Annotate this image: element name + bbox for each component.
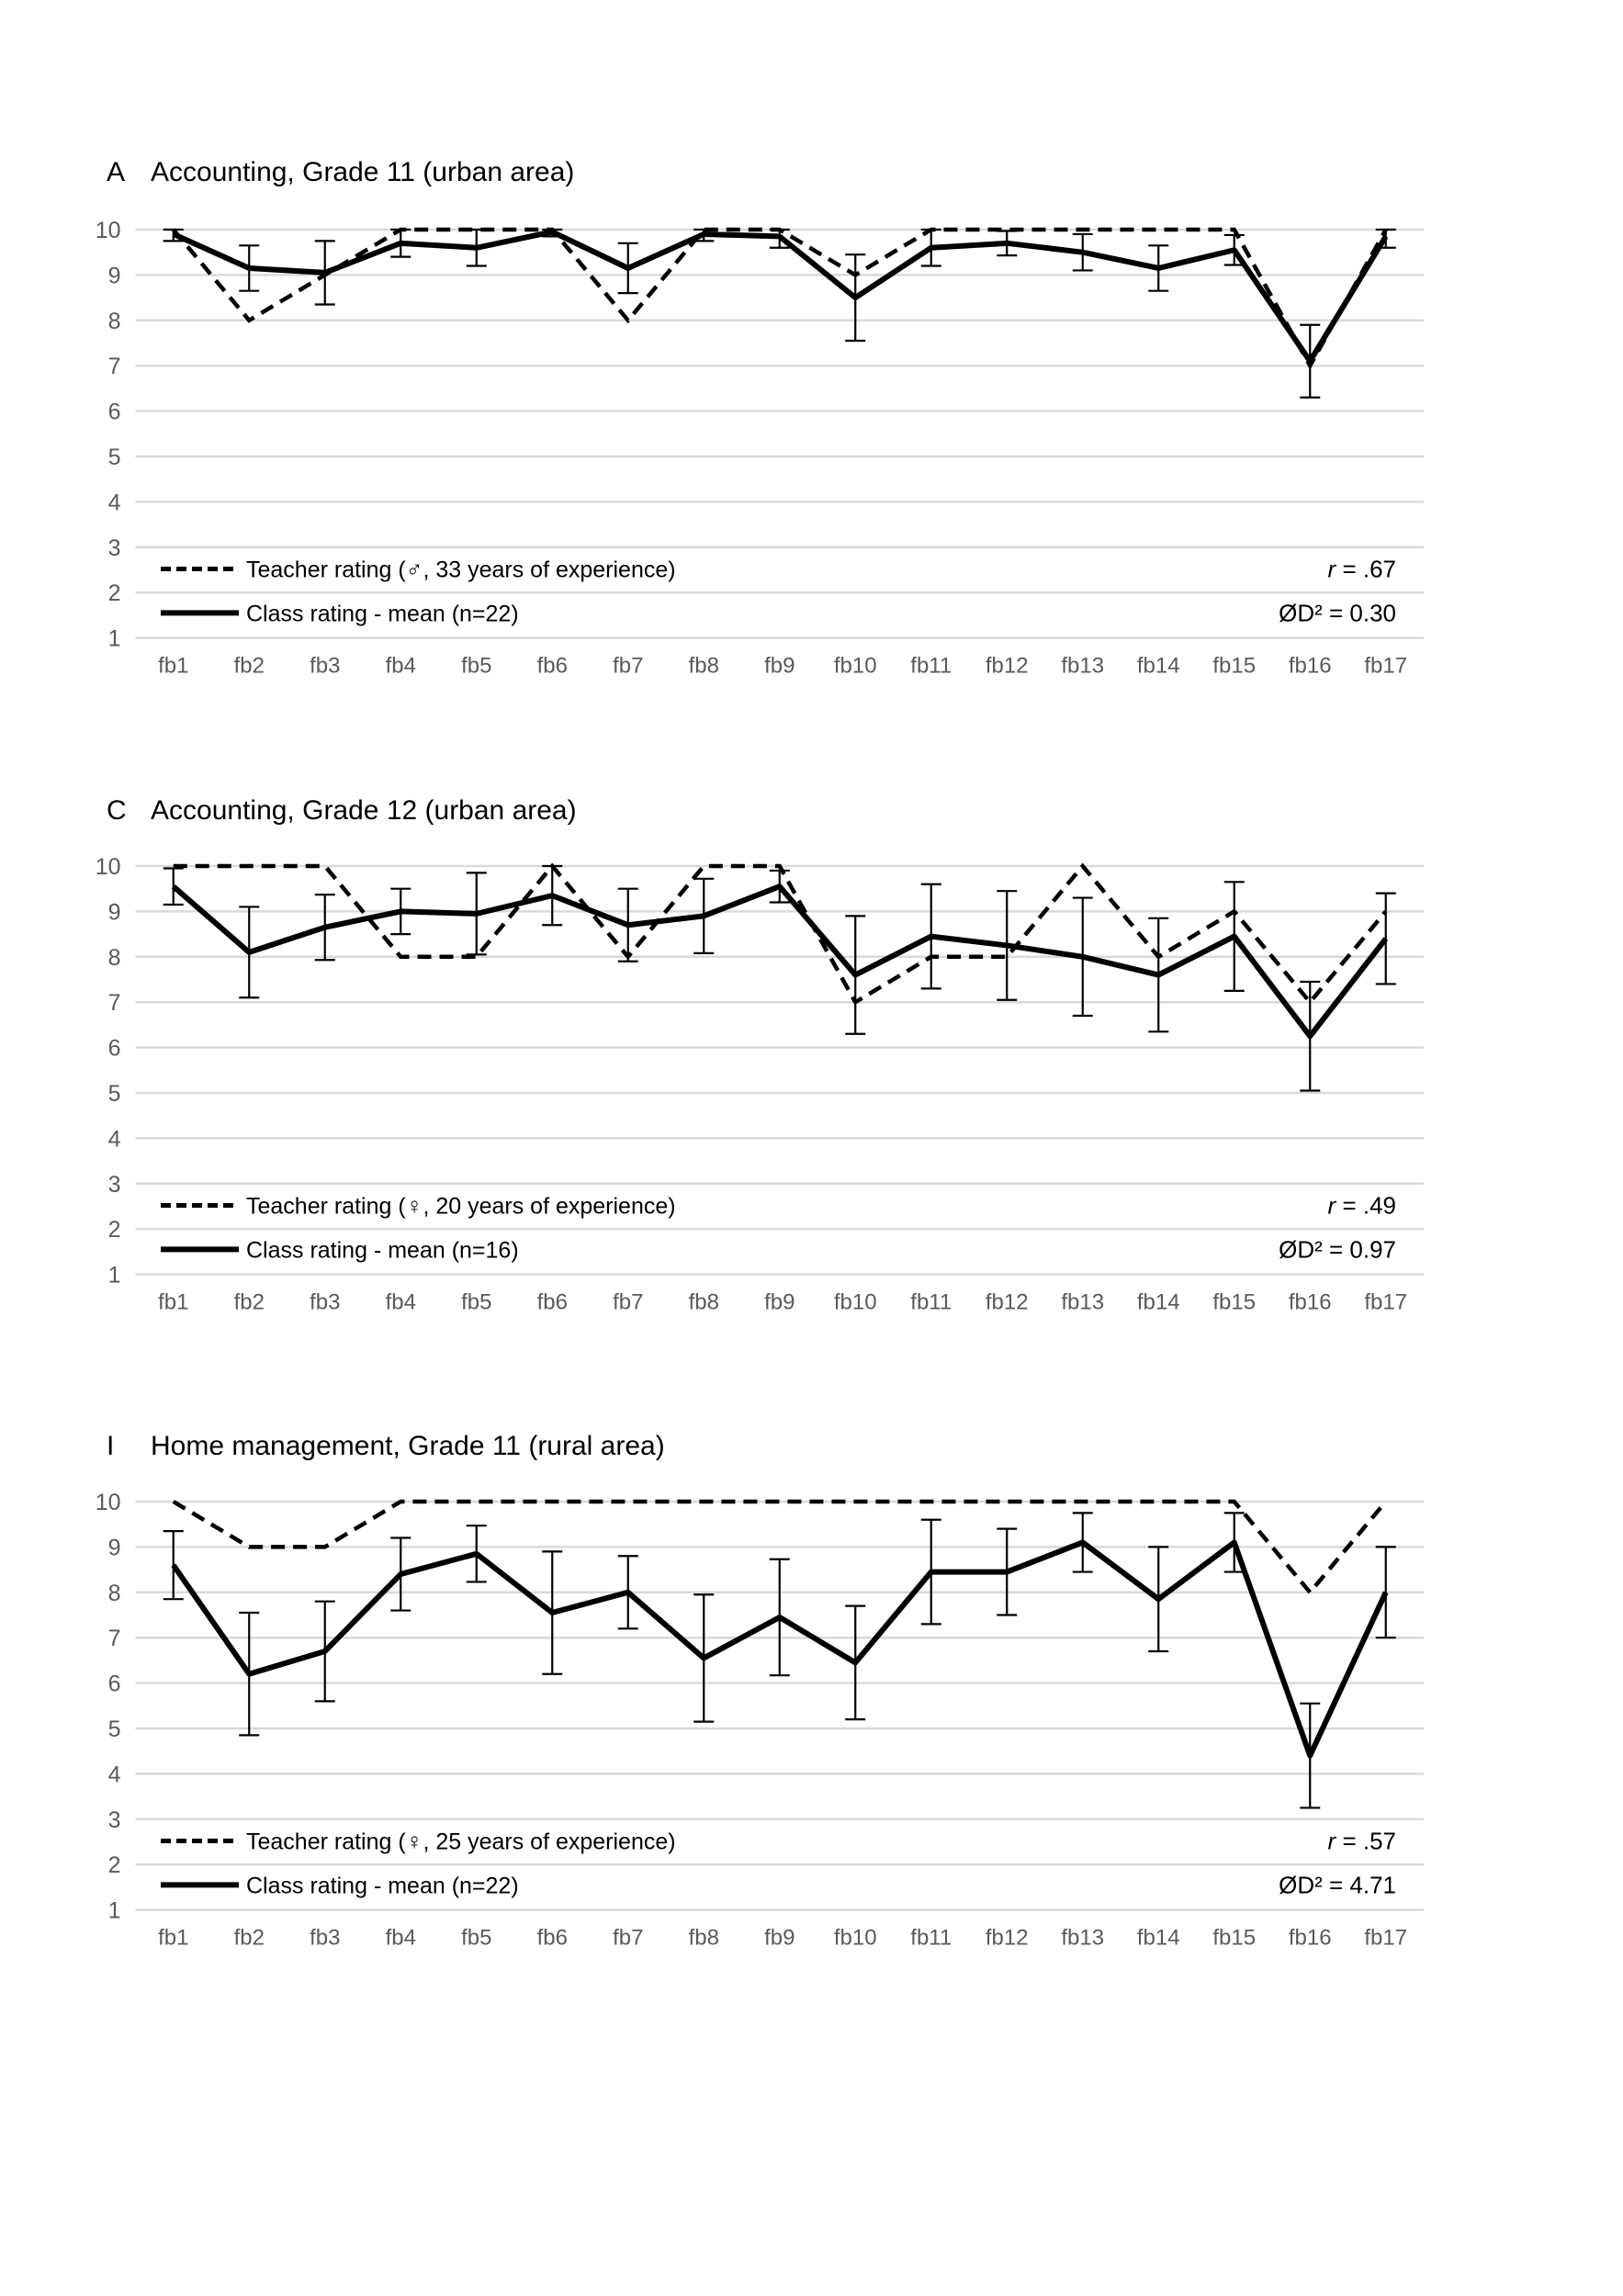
- y-axis-tick-label: 6: [107, 1671, 121, 1697]
- chart-title: Accounting, Grade 12 (urban area): [151, 795, 577, 826]
- x-axis-tick-label: fb10: [833, 653, 877, 679]
- x-axis-tick-label: fb10: [833, 1925, 877, 1951]
- x-axis-tick-label: fb3: [310, 1925, 341, 1951]
- line-chart-i: [73, 1446, 1543, 1965]
- x-axis-tick-label: fb11: [910, 653, 952, 679]
- x-axis-tick-label: fb5: [461, 653, 492, 679]
- y-axis-tick-label: 5: [107, 1716, 121, 1742]
- line-chart-a: [73, 174, 1543, 693]
- y-axis-tick-label: 9: [107, 899, 121, 926]
- y-axis-tick-label: 4: [107, 490, 121, 516]
- y-axis-tick-label: 2: [107, 1852, 121, 1879]
- y-axis-tick-label: 5: [107, 445, 121, 470]
- y-axis-tick-label: 8: [107, 308, 121, 334]
- y-axis-tick-label: 8: [107, 944, 121, 971]
- x-axis-tick-label: fb13: [1061, 653, 1105, 679]
- y-axis-tick-label: 10: [95, 218, 121, 243]
- x-axis-tick-label: fb6: [536, 653, 568, 679]
- x-axis-tick-label: fb2: [233, 1289, 265, 1315]
- y-axis-tick-label: 7: [107, 354, 121, 380]
- stat-correlation: r = .67: [1327, 555, 1396, 583]
- stat-mean-squared-difference: ØD² = 0.30: [1279, 599, 1396, 627]
- x-axis-tick-label: fb7: [613, 1289, 644, 1315]
- y-axis-tick-label: 3: [107, 535, 121, 561]
- class-rating-line: [174, 886, 1386, 1036]
- x-axis-tick-label: fb13: [1061, 1289, 1105, 1315]
- y-axis-tick-label: 3: [107, 1806, 121, 1833]
- x-axis-tick-label: fb12: [985, 1289, 1029, 1315]
- x-axis-tick-label: fb8: [688, 653, 719, 679]
- legend-class-label: Class rating - mean (n=22): [246, 1873, 519, 1899]
- x-axis-tick-label: fb15: [1212, 1925, 1257, 1951]
- stat-mean-squared-difference: ØD² = 0.97: [1279, 1235, 1396, 1264]
- x-axis-tick-label: fb12: [985, 1925, 1029, 1951]
- chart-header: [107, 793, 577, 829]
- x-axis-tick-label: fb2: [233, 1925, 265, 1951]
- class-rating-line: [174, 231, 1386, 361]
- x-axis-tick-label: fb11: [910, 1925, 952, 1951]
- chart-title: Accounting, Grade 11 (urban area): [151, 157, 575, 187]
- y-axis-tick-label: 8: [107, 1580, 121, 1606]
- chart-header: [107, 154, 574, 191]
- stat-mean-squared-difference: ØD² = 4.71: [1279, 1871, 1396, 1899]
- chart-title: Home management, Grade 11 (rural area): [151, 1431, 665, 1461]
- y-axis-tick-label: 6: [107, 1035, 121, 1062]
- x-axis-tick-label: fb15: [1212, 1289, 1257, 1315]
- y-axis-tick-label: 4: [107, 1126, 121, 1153]
- x-axis-tick-label: fb11: [910, 1289, 952, 1315]
- x-axis-tick-label: fb16: [1288, 653, 1332, 679]
- y-axis-tick-label: 1: [107, 625, 121, 652]
- x-axis-tick-label: fb9: [764, 653, 795, 679]
- legend-class-label: Class rating - mean (n=22): [246, 601, 519, 627]
- x-axis-tick-label: fb4: [385, 653, 416, 679]
- y-axis-tick-label: 9: [107, 263, 121, 289]
- x-axis-tick-label: fb14: [1136, 1289, 1180, 1315]
- x-axis-tick-label: fb6: [536, 1925, 568, 1951]
- x-axis-tick-label: fb7: [613, 653, 644, 679]
- chart-header: [107, 1428, 665, 1465]
- x-axis-tick-label: fb14: [1136, 1925, 1180, 1951]
- x-axis-tick-label: fb10: [833, 1289, 877, 1315]
- panel-label: I: [107, 1431, 115, 1461]
- x-axis-tick-label: fb9: [764, 1289, 795, 1315]
- x-axis-tick-label: fb7: [613, 1925, 644, 1951]
- y-axis-tick-label: 4: [107, 1761, 121, 1788]
- x-axis-tick-label: fb16: [1288, 1289, 1332, 1315]
- y-axis-tick-label: 9: [107, 1535, 121, 1561]
- x-axis-tick-label: fb5: [461, 1289, 492, 1315]
- x-axis-tick-label: fb14: [1136, 653, 1180, 679]
- y-axis-tick-label: 7: [107, 990, 121, 1017]
- stat-correlation: r = .49: [1327, 1191, 1396, 1220]
- x-axis-tick-label: fb4: [385, 1289, 416, 1315]
- panel-label: C: [107, 795, 127, 826]
- y-axis-tick-label: 5: [107, 1081, 121, 1107]
- x-axis-tick-label: fb13: [1061, 1925, 1105, 1951]
- legend-teacher-label: Teacher rating (♀, 20 years of experience): [246, 1193, 676, 1220]
- x-axis-tick-label: fb4: [385, 1925, 416, 1951]
- y-axis-tick-label: 10: [95, 854, 121, 880]
- x-axis-tick-label: fb6: [536, 1289, 568, 1315]
- panel-label: A: [107, 157, 126, 187]
- y-axis-tick-label: 2: [107, 1217, 121, 1244]
- x-axis-tick-label: fb8: [688, 1925, 719, 1951]
- y-axis-tick-label: 1: [107, 1262, 121, 1289]
- y-axis-tick-label: 1: [107, 1897, 121, 1924]
- x-axis-tick-label: fb15: [1212, 653, 1257, 679]
- y-axis-tick-label: 3: [107, 1171, 121, 1198]
- y-axis-tick-label: 2: [107, 580, 121, 607]
- x-axis-tick-label: fb17: [1364, 1289, 1408, 1315]
- x-axis-tick-label: fb1: [158, 653, 189, 679]
- x-axis-tick-label: fb2: [233, 653, 265, 679]
- x-axis-tick-label: fb1: [158, 1925, 189, 1951]
- x-axis-tick-label: fb5: [461, 1925, 492, 1951]
- x-axis-tick-label: fb3: [310, 1289, 341, 1315]
- line-chart-c: [73, 811, 1543, 1330]
- stat-correlation: r = .57: [1327, 1827, 1396, 1855]
- y-axis-tick-label: 10: [95, 1490, 121, 1515]
- x-axis-tick-label: fb17: [1364, 1925, 1408, 1951]
- x-axis-tick-label: fb12: [985, 653, 1029, 679]
- x-axis-tick-label: fb3: [310, 653, 341, 679]
- legend-teacher-label: Teacher rating (♂, 33 years of experience): [246, 557, 676, 583]
- legend-class-label: Class rating - mean (n=16): [246, 1237, 519, 1264]
- y-axis-tick-label: 6: [107, 399, 121, 425]
- x-axis-tick-label: fb8: [688, 1289, 719, 1315]
- x-axis-tick-label: fb9: [764, 1925, 795, 1951]
- x-axis-tick-label: fb1: [158, 1289, 189, 1315]
- legend-teacher-label: Teacher rating (♀, 25 years of experience): [246, 1829, 676, 1855]
- x-axis-tick-label: fb16: [1288, 1925, 1332, 1951]
- x-axis-tick-label: fb17: [1364, 653, 1408, 679]
- y-axis-tick-label: 7: [107, 1626, 121, 1652]
- teacher-rating-line: [174, 230, 1386, 366]
